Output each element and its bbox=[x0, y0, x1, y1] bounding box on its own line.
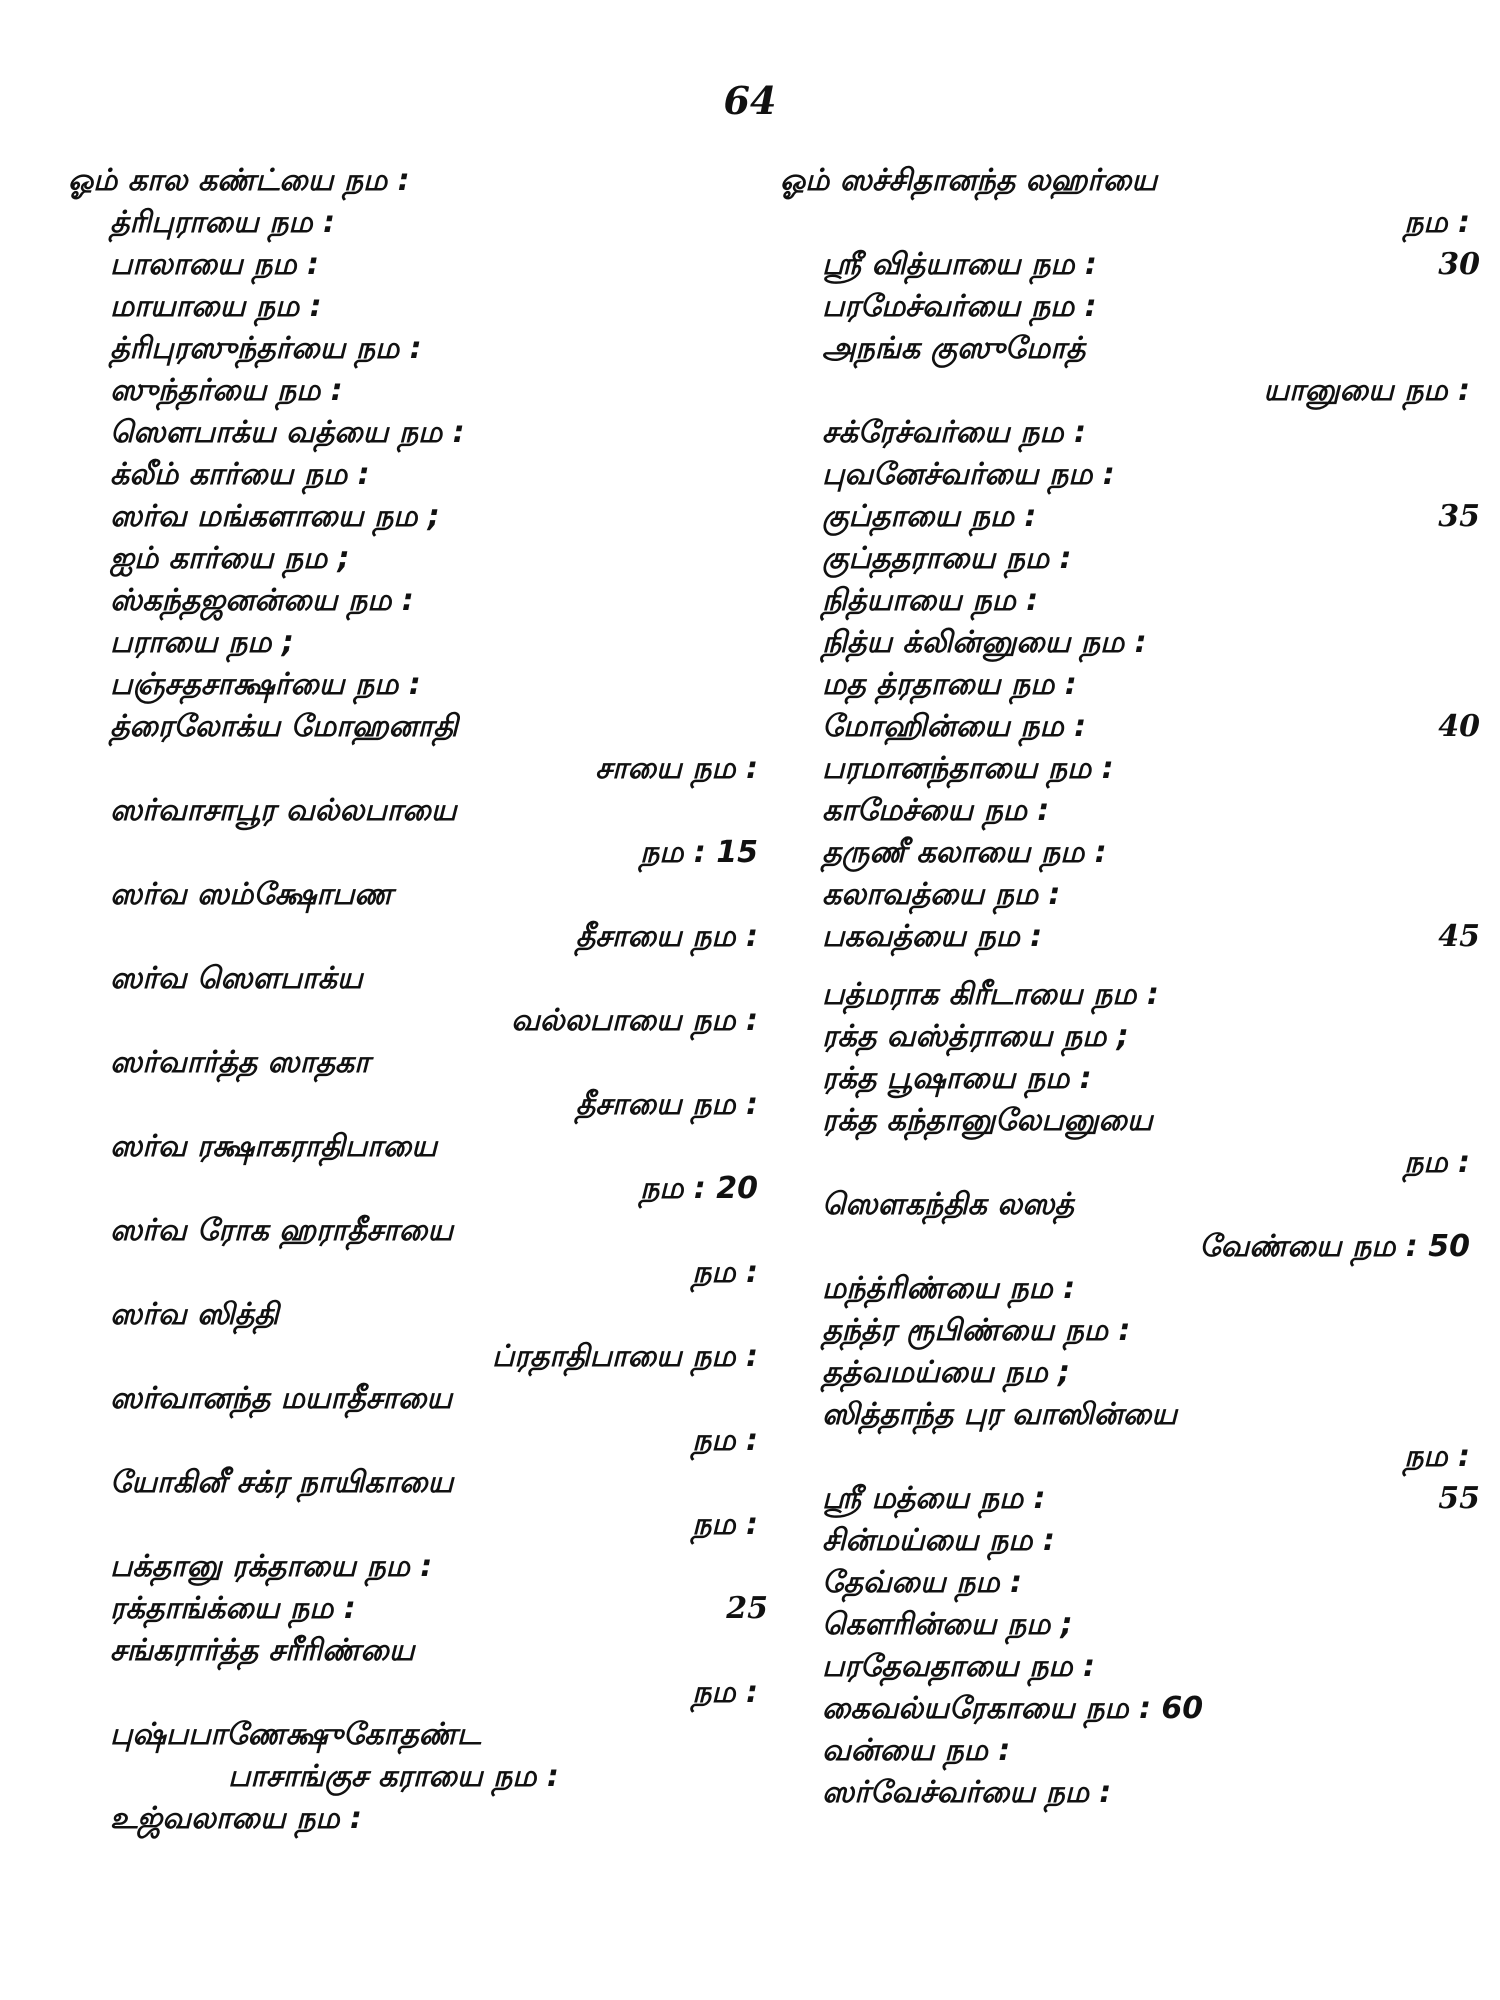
name-entry bbox=[780, 1226, 1480, 1268]
name-entry bbox=[780, 1268, 1480, 1310]
entry-text: ரக்த வஸ்த்ராயை நம ; bbox=[822, 1019, 1129, 1054]
entry-text: நித்ய க்லின்னுயை நம : bbox=[822, 625, 1147, 660]
name-entry bbox=[780, 580, 1480, 622]
name-entry bbox=[780, 1436, 1480, 1478]
entry-text: ரக்த பூஷாயை நம : bbox=[822, 1061, 1092, 1096]
entry-number: 30 bbox=[1438, 247, 1480, 282]
name-entry bbox=[68, 1378, 768, 1420]
entry-number: 55 bbox=[1438, 1481, 1480, 1516]
name-entry bbox=[68, 1126, 768, 1168]
entry-number: 25 bbox=[726, 1591, 768, 1626]
entry-text: ஸர்வ ஸௌபாக்ய bbox=[110, 961, 363, 996]
name-entry bbox=[780, 622, 1480, 664]
name-entry bbox=[780, 874, 1480, 916]
entry-text: சாயை நம : bbox=[595, 751, 758, 786]
entry-text: கௌரின்யை நம ; bbox=[822, 1607, 1073, 1642]
name-entry bbox=[68, 664, 768, 706]
entry-text: வேண்யை நம : 50 bbox=[1199, 1229, 1470, 1264]
entry-text: மோஹின்யை நம : bbox=[822, 709, 1087, 744]
entry-text: நம : bbox=[1404, 1439, 1470, 1474]
name-entry bbox=[68, 1672, 768, 1714]
name-entry bbox=[68, 622, 768, 664]
entry-text: தீசாயை நம : bbox=[575, 919, 758, 954]
name-entry bbox=[780, 1730, 1480, 1772]
name-entry bbox=[68, 370, 768, 412]
entry-text: குப்தாயை நம : bbox=[822, 499, 1037, 534]
name-entry bbox=[780, 790, 1480, 832]
name-entry bbox=[780, 1520, 1480, 1562]
name-entry bbox=[68, 1000, 768, 1042]
entry-text: நம : bbox=[692, 1255, 758, 1290]
entry-text: ரக்த கந்தானுலேபனுயை bbox=[822, 1103, 1153, 1138]
entry-text: ஸ்ரீ வித்யாயை நம : bbox=[822, 247, 1097, 282]
entry-text: நம : bbox=[692, 1675, 758, 1710]
entry-text: தந்த்ர ரூபிண்யை நம : bbox=[822, 1313, 1131, 1348]
entry-text: பராயை நம ; bbox=[110, 625, 294, 660]
name-entry bbox=[68, 958, 768, 1000]
entry-text: மந்த்ரிண்யை நம : bbox=[822, 1271, 1076, 1306]
name-entry bbox=[780, 1184, 1480, 1226]
entry-text: உஜ்வலாயை நம : bbox=[110, 1801, 362, 1836]
entry-number: 35 bbox=[1438, 499, 1480, 534]
entry-text: ஸுந்தர்யை நம : bbox=[110, 373, 343, 408]
name-entry bbox=[68, 244, 768, 286]
name-entry bbox=[68, 1462, 768, 1504]
entry-text: கலாவத்யை நம : bbox=[822, 877, 1061, 912]
entry-text: ரக்தாங்க்யை நம : bbox=[110, 1591, 356, 1626]
name-entry bbox=[780, 370, 1480, 412]
name-entry bbox=[68, 1294, 768, 1336]
name-entry bbox=[780, 1016, 1480, 1058]
entry-text: வன்யை நம : bbox=[822, 1733, 1011, 1768]
name-entry bbox=[780, 1100, 1480, 1142]
entry-text: பரமேச்வர்யை நம : bbox=[822, 289, 1097, 324]
entry-text: ஸர்வ மங்களாயை நம ; bbox=[110, 499, 440, 534]
entry-text: ஓம் ஸச்சிதானந்த லஹர்யை bbox=[780, 163, 1158, 198]
name-entry bbox=[68, 874, 768, 916]
entry-text: தருணீ கலாயை நம : bbox=[822, 835, 1107, 870]
entry-text: தேவ்யை நம : bbox=[822, 1565, 1022, 1600]
entry-text: சங்கரார்த்த சரீரிண்யை bbox=[110, 1633, 415, 1668]
entry-text: ஸர்வ ரோக ஹராதீசாயை bbox=[110, 1213, 454, 1248]
entry-text: பரமானந்தாயை நம : bbox=[822, 751, 1114, 786]
name-entry bbox=[780, 1772, 1480, 1814]
name-entry bbox=[68, 412, 768, 454]
name-entry bbox=[68, 748, 768, 790]
name-entry bbox=[780, 974, 1480, 1016]
name-entry bbox=[68, 790, 768, 832]
name-entry bbox=[780, 1394, 1480, 1436]
entry-text: ஸ்கந்தஜனன்யை நம : bbox=[110, 583, 414, 618]
name-entry bbox=[780, 496, 1480, 538]
entry-text: நம : 20 bbox=[639, 1171, 758, 1206]
entry-text: த்ரிபுராயை நம : bbox=[110, 205, 336, 240]
name-entry bbox=[68, 706, 768, 748]
name-entry bbox=[780, 1058, 1480, 1100]
entry-text: ஸர்வாசாபூர வல்லபாயை bbox=[110, 793, 457, 828]
name-entry bbox=[68, 580, 768, 622]
left-column bbox=[68, 160, 768, 1840]
name-entry bbox=[780, 706, 1480, 748]
entry-text: நம : bbox=[1404, 1145, 1470, 1180]
name-entry bbox=[68, 1168, 768, 1210]
entry-text: த்ரிபுரஸுந்தர்யை நம : bbox=[110, 331, 422, 366]
entry-text: நம : 15 bbox=[639, 835, 758, 870]
entry-text: ப்ரதாதிபாயை நம : bbox=[491, 1339, 758, 1374]
name-entry bbox=[780, 664, 1480, 706]
entry-text: ஸர்வேச்வர்யை நம : bbox=[822, 1775, 1112, 1810]
name-entry bbox=[780, 202, 1480, 244]
entry-text: ஸர்வானந்த மயாதீசாயை bbox=[110, 1381, 453, 1416]
name-entry bbox=[68, 1042, 768, 1084]
right-column bbox=[780, 160, 1480, 1814]
name-entry bbox=[780, 328, 1480, 370]
name-entry bbox=[780, 916, 1480, 958]
entry-text: ஸித்தாந்த புர வாஸின்யை bbox=[822, 1397, 1178, 1432]
name-entry bbox=[68, 328, 768, 370]
entry-text: ஸர்வ ஸித்தி bbox=[110, 1297, 279, 1332]
entry-text: தீசாயை நம : bbox=[575, 1087, 758, 1122]
entry-text: க்லீம் கார்யை நம : bbox=[110, 457, 370, 492]
entry-text: மத த்ரதாயை நம : bbox=[822, 667, 1077, 702]
name-entry bbox=[780, 1478, 1480, 1520]
name-entry bbox=[780, 1646, 1480, 1688]
entry-text: வல்லபாயை நம : bbox=[511, 1003, 758, 1038]
entry-text: பகவத்யை நம : bbox=[822, 919, 1043, 954]
name-entry bbox=[68, 160, 768, 202]
name-entry bbox=[68, 1084, 768, 1126]
name-entry bbox=[780, 160, 1480, 202]
entry-text: பஞ்சதசாக்ஷர்யை நம : bbox=[110, 667, 421, 702]
name-entry bbox=[780, 538, 1480, 580]
entry-text: நித்யாயை நம : bbox=[822, 583, 1039, 618]
name-entry bbox=[780, 1352, 1480, 1394]
entry-text: மாயாயை நம : bbox=[110, 289, 322, 324]
name-entry bbox=[68, 1546, 768, 1588]
entry-gap bbox=[780, 958, 1480, 974]
name-entry bbox=[780, 832, 1480, 874]
entry-number: 40 bbox=[1438, 709, 1480, 744]
entry-text: ஸௌகந்திக லஸத் bbox=[822, 1187, 1074, 1222]
entry-text: ஸ்ரீ மத்யை நம : bbox=[822, 1481, 1046, 1516]
name-entry bbox=[780, 748, 1480, 790]
entry-text: ஸர்வார்த்த ஸாதகா bbox=[110, 1045, 370, 1080]
name-entry bbox=[68, 1252, 768, 1294]
entry-text: ஸௌபாக்ய வத்யை நம : bbox=[110, 415, 465, 450]
name-entry bbox=[780, 454, 1480, 496]
entry-text: சின்மய்யை நம : bbox=[822, 1523, 1055, 1558]
entry-text: புவனேச்வர்யை நம : bbox=[822, 457, 1115, 492]
name-entry bbox=[68, 1210, 768, 1252]
name-entry bbox=[68, 286, 768, 328]
name-entry bbox=[68, 1588, 768, 1630]
name-entry bbox=[68, 1756, 768, 1798]
entry-text: நம : bbox=[1404, 205, 1470, 240]
entry-text: குப்ததராயை நம : bbox=[822, 541, 1072, 576]
entry-text: கைவல்யரேகாயை நம : 60 bbox=[822, 1691, 1204, 1726]
entry-text: பக்தானு ரக்தாயை நம : bbox=[110, 1549, 433, 1584]
entry-number: 45 bbox=[1438, 919, 1480, 954]
entry-text: சக்ரேச்வர்யை நம : bbox=[822, 415, 1086, 450]
entry-text: நம : bbox=[692, 1507, 758, 1542]
entry-text: பரதேவதாயை நம : bbox=[822, 1649, 1095, 1684]
name-entry bbox=[68, 1714, 768, 1756]
name-entry bbox=[68, 454, 768, 496]
name-entry bbox=[68, 916, 768, 958]
name-entry bbox=[780, 1688, 1480, 1730]
entry-text: த்ரைலோக்ய மோஹனாதி bbox=[110, 709, 458, 744]
name-entry bbox=[68, 1336, 768, 1378]
name-entry bbox=[68, 1630, 768, 1672]
name-entry bbox=[780, 244, 1480, 286]
entry-text: யோகினீ சக்ர நாயிகாயை bbox=[110, 1465, 454, 1500]
entry-text: ஸர்வ ரக்ஷாகராதிபாயை bbox=[110, 1129, 437, 1164]
entry-text: பாலாயை நம : bbox=[110, 247, 319, 282]
entry-text: ஐம் கார்யை நம ; bbox=[110, 541, 350, 576]
name-entry bbox=[780, 286, 1480, 328]
entry-text: காமேச்யை நம : bbox=[822, 793, 1050, 828]
entry-text: தத்வமய்யை நம ; bbox=[822, 1355, 1071, 1390]
name-entry bbox=[68, 538, 768, 580]
entry-text: பத்மராக கிரீடாயை நம : bbox=[822, 977, 1159, 1012]
entry-text: பாசாங்குச கராயை நம : bbox=[228, 1759, 559, 1794]
entry-text: அநங்க குஸுமோத் bbox=[822, 331, 1086, 366]
name-entry bbox=[780, 1142, 1480, 1184]
name-entry bbox=[780, 412, 1480, 454]
entry-text: புஷ்பபாணேக்ஷுகோதண்ட bbox=[110, 1717, 481, 1752]
name-entry bbox=[68, 496, 768, 538]
name-entry bbox=[68, 202, 768, 244]
name-entry bbox=[68, 1798, 768, 1840]
name-entry bbox=[68, 832, 768, 874]
name-entry bbox=[780, 1604, 1480, 1646]
page-number: 64 bbox=[723, 78, 777, 123]
entry-text: ஓம் கால கண்ட்யை நம : bbox=[68, 163, 410, 198]
entry-text: நம : bbox=[692, 1423, 758, 1458]
name-entry bbox=[68, 1420, 768, 1462]
entry-text: யானுயை நம : bbox=[1263, 373, 1470, 408]
entry-text: ஸர்வ ஸம்க்ஷோபண bbox=[110, 877, 393, 912]
name-entry bbox=[780, 1310, 1480, 1352]
name-entry bbox=[780, 1562, 1480, 1604]
name-entry bbox=[68, 1504, 768, 1546]
